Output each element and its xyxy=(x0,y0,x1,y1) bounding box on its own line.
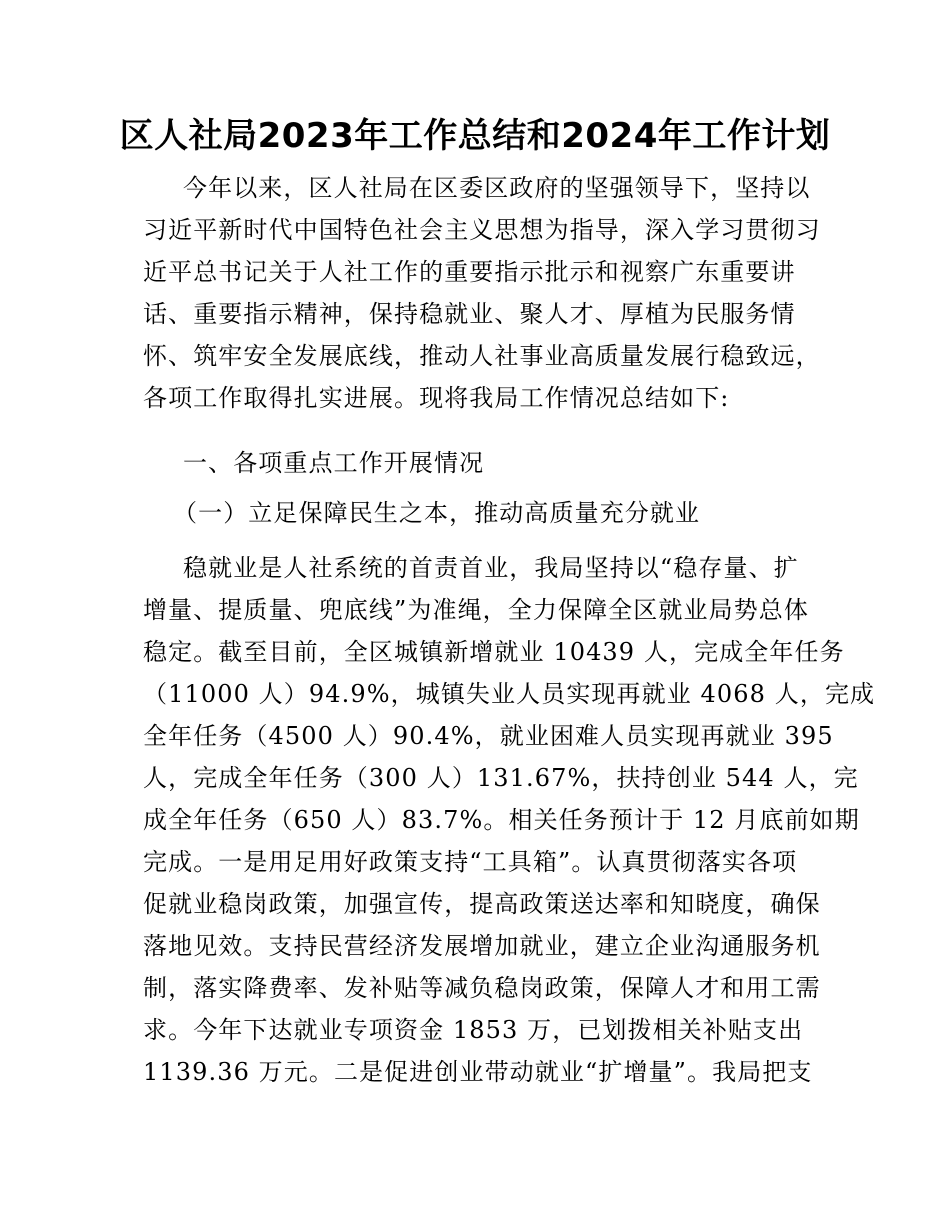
body-line: 1139.36 万元。二是促进创业带动就业“扩增量”。我局把支 xyxy=(143,1058,813,1086)
intro-line: 怀、筑牢安全发展底线，推动人社事业高质量发展行稳致远， xyxy=(143,342,821,370)
body-line: 落地见效。支持民营经济发展增加就业，建立企业沟通服务机 xyxy=(143,932,821,960)
intro-line: 近平总书记关于人社工作的重要指示批示和视察广东重要讲 xyxy=(143,258,796,286)
intro-line: 今年以来，区人社局在区委区政府的坚强领导下，坚持以 xyxy=(183,174,811,202)
body-line: 求。今年下达就业专项资金 1853 万，已划拨相关补贴支出 xyxy=(143,1016,804,1044)
body-line: （11000 人）94.9%，城镇失业人员实现再就业 4068 人，完成 xyxy=(143,680,876,708)
body-line: 促就业稳岗政策，加强宣传，提高政策送达率和知晓度，确保 xyxy=(143,890,821,918)
document-title: 区人社局2023年工作总结和2024年工作计划 xyxy=(119,116,831,156)
body-line: 人，完成全年任务（300 人）131.67%，扶持创业 544 人，完 xyxy=(143,764,859,792)
subsection-heading: （一）立足保障民生之本，推动高质量充分就业 xyxy=(173,499,701,527)
intro-line: 话、重要指示精神，保持稳就业、聚人才、厚植为民服务情 xyxy=(143,300,796,328)
intro-line: 各项工作取得扎实进展。现将我局工作情况总结如下: xyxy=(143,384,730,412)
body-line: 制，落实降费率、发补贴等减负稳岗政策，保障人才和用工需 xyxy=(143,974,821,1002)
body-line: 全年任务（4500 人）90.4%，就业困难人员实现再就业 395 xyxy=(143,722,834,750)
body-line: 成全年任务（650 人）83.7%。相关任务预计于 12 月底前如期 xyxy=(143,806,860,834)
body-line: 稳就业是人社系统的首责首业，我局坚持以“稳存量、扩 xyxy=(183,554,799,582)
body-line: 稳定。截至目前，全区城镇新增就业 10439 人，完成全年任务 xyxy=(143,638,845,666)
body-line: 增量、提质量、兜底线”为准绳，全力保障全区就业局势总体 xyxy=(143,596,809,624)
body-line: 完成。一是用足用好政策支持“工具箱”。认真贯彻落实各项 xyxy=(143,848,798,876)
section-heading: 一、各项重点工作开展情况 xyxy=(183,449,485,477)
intro-line: 习近平新时代中国特色社会主义思想为指导，深入学习贯彻习 xyxy=(143,216,821,244)
